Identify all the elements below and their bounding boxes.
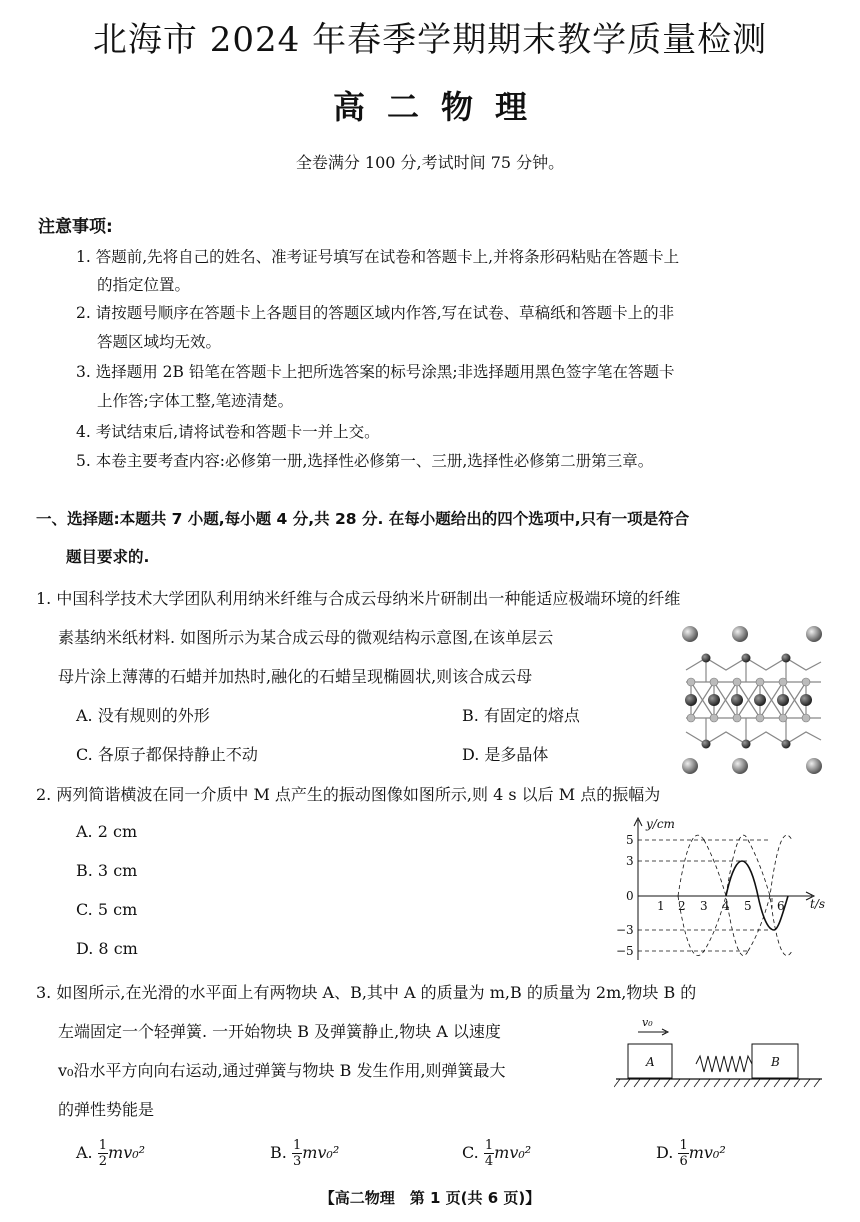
page-footer: 【高二物理 第 1 页(共 6 页)】 — [319, 1189, 541, 1207]
exam-subject: 高二物理 — [332, 88, 549, 126]
fraction: $\frac{1}{6}$ — [679, 1138, 688, 1169]
block-b-label: B — [771, 1055, 780, 1069]
velocity-label: v₀ — [642, 1016, 653, 1029]
x-tick-label: 2 — [678, 899, 686, 913]
q3-option-a: A. $\frac{1}{2}$ mv₀² — [76, 1138, 146, 1169]
note-line: 答题区域均无效。 — [97, 333, 222, 351]
fraction: $\frac{1}{2}$ — [98, 1138, 108, 1169]
y-tick-label: −5 — [616, 944, 634, 958]
spring — [696, 1056, 752, 1072]
note-line: 1. 答题前,先将自己的姓名、准考证号填写在试卷和答题卡上,并将条形码粘贴在答题卡上 — [76, 248, 680, 266]
exam-title: 北海市 2024 年春季学期期末教学质量检测 — [92, 20, 768, 60]
q3-option-b: B. $\frac{1}{3}$ mv₀² — [270, 1138, 340, 1169]
q1-option-a: A. 没有规则的外形 — [76, 706, 210, 725]
oscillation-graph — [614, 812, 830, 962]
q3-stem: 3. 如图所示,在光滑的水平面上有两物块 A、B,其中 A 的质量为 m,B 的质量为 2m,物块 B 的 — [36, 983, 697, 1002]
q3-stem: v₀沿水平方向向右运动,通过弹簧与物块 B 发生作用,则弹簧最大 — [58, 1061, 506, 1080]
exam-meta: 全卷满分 100 分,考试时间 75 分钟。 — [295, 153, 565, 172]
q3-option-c: C. $\frac{1}{4}$ mv₀² — [462, 1138, 532, 1169]
q2-option-d: D. 8 cm — [76, 939, 138, 958]
q2-stem: 2. 两列简谐横波在同一介质中 M 点产生的振动图像如图所示,则 4 s 以后 M 点的振幅为 — [36, 785, 661, 804]
section-heading-cont: 题目要求的. — [66, 548, 150, 566]
q1-stem: 1. 中国科学技术大学团队利用纳米纤维与合成云母纳米片研制出一种能适应极端环境的纤维 — [36, 589, 681, 608]
block-a-label: A — [646, 1055, 655, 1069]
note-line: 4. 考试结束后,请将试卷和答题卡一并上交。 — [76, 423, 380, 441]
q1-option-b: B. 有固定的熔点 — [462, 706, 580, 725]
x-tick-label: 3 — [700, 899, 708, 913]
x-tick-label: 6 — [777, 899, 785, 913]
ground-hatching — [614, 1079, 820, 1087]
note-line: 上作答;字体工整,笔迹清楚。 — [97, 392, 294, 410]
q2-option-a: A. 2 cm — [76, 822, 138, 841]
q3-option-d: D. $\frac{1}{6}$ mv₀² — [656, 1138, 726, 1169]
section-heading: 一、选择题:本题共 7 小题,每小题 4 分,共 28 分. 在每小题给出的四个选项中,只有一项是符合 — [36, 510, 690, 528]
x-tick-label: 5 — [744, 899, 752, 913]
q1-option-c: C. 各原子都保持静止不动 — [76, 745, 258, 764]
q2-option-b: B. 3 cm — [76, 861, 138, 880]
x-tick-label: 4 — [722, 899, 730, 913]
fraction: $\frac{1}{4}$ — [484, 1138, 494, 1169]
y-axis-label: y/cm — [646, 817, 675, 831]
q1-stem: 母片涂上薄薄的石蜡并加热时,融化的石蜡呈现椭圆状,则该合成云母 — [58, 667, 533, 686]
y-tick-label: 5 — [626, 833, 634, 847]
q1-stem: 素基纳米纸材料. 如图所示为某合成云母的微观结构示意图,在该单层云 — [58, 628, 554, 647]
spring-blocks-figure — [614, 1014, 826, 1090]
note-line: 的指定位置。 — [97, 276, 191, 294]
note-line: 5. 本卷主要考查内容:必修第一册,选择性必修第一、三册,选择性必修第二册第三章。 — [76, 452, 654, 470]
y-tick-label: 3 — [626, 854, 634, 868]
origin-label: 0 — [626, 889, 634, 903]
q2-option-c: C. 5 cm — [76, 900, 138, 919]
x-axis-label: t/s — [810, 897, 826, 911]
q1-option-d: D. 是多晶体 — [462, 745, 549, 764]
note-line: 2. 请按题号顺序在答题卡上各题目的答题区域内作答,写在试卷、草稿纸和答题卡上的非 — [76, 304, 675, 322]
notes-title: 注意事项: — [38, 217, 113, 237]
fraction: $\frac{1}{3}$ — [292, 1138, 302, 1169]
mica-structure-figure — [676, 620, 828, 780]
note-line: 3. 选择题用 2B 铅笔在答题卡上把所选答案的标号涂黑;非选择题用黑色签字笔在答题卡 — [76, 363, 675, 381]
q3-stem: 的弹性势能是 — [58, 1100, 155, 1119]
q3-stem: 左端固定一个轻弹簧. 一开始物块 B 及弹簧静止,物块 A 以速度 — [58, 1022, 501, 1041]
y-tick-label: −3 — [616, 923, 634, 937]
x-tick-label: 1 — [657, 899, 665, 913]
